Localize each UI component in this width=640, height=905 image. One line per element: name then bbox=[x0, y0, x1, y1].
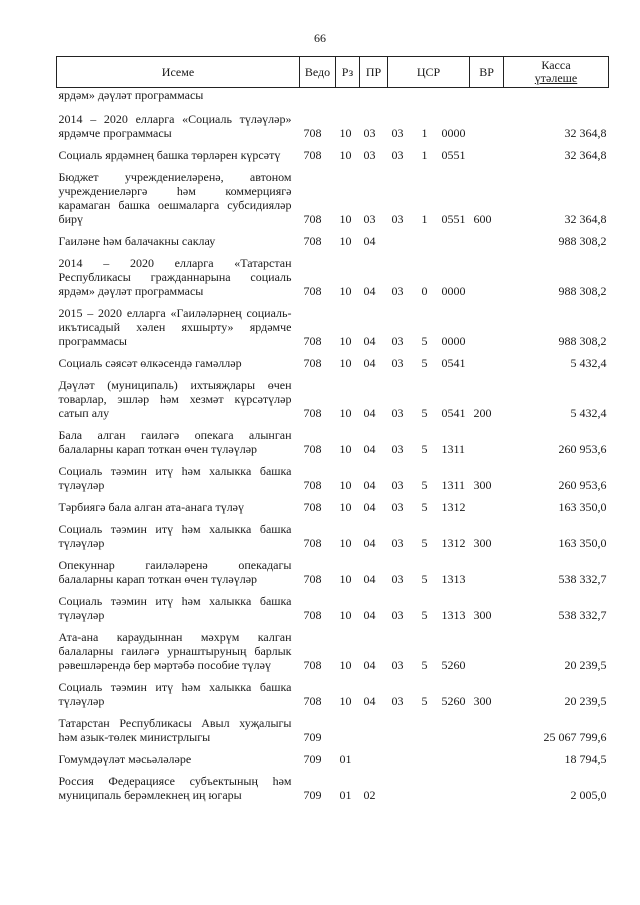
row-vr bbox=[470, 300, 504, 350]
row-csr-3: 1311 bbox=[441, 442, 466, 456]
row-rz: 10 bbox=[339, 334, 352, 348]
row-vr bbox=[470, 250, 504, 300]
row-name: Гомумдәүләт мәсьәләләре bbox=[58, 752, 192, 766]
row-ved: 708 bbox=[303, 406, 322, 420]
row-vr: 300 bbox=[473, 536, 492, 550]
row-rz: 10 bbox=[339, 406, 352, 420]
row-vr bbox=[470, 710, 504, 746]
row-csr-3: 0541 bbox=[441, 406, 466, 420]
row-pr: 02 bbox=[363, 788, 376, 802]
row-pr: 03 bbox=[363, 126, 376, 140]
row-vr bbox=[470, 350, 504, 372]
header-csr: ЦСР bbox=[388, 57, 470, 88]
row-pr: 04 bbox=[363, 694, 376, 708]
header-name: Исеме bbox=[57, 57, 300, 88]
table-row bbox=[57, 106, 609, 142]
header-vr: ВР bbox=[470, 57, 504, 88]
row-csr-2 bbox=[418, 746, 438, 768]
row-csr-3: 1313 bbox=[441, 572, 466, 586]
row-vr bbox=[470, 746, 504, 768]
row-rz: 10 bbox=[339, 148, 352, 162]
row-pr: 04 bbox=[363, 536, 376, 550]
row-rz: 10 bbox=[339, 356, 352, 370]
row-vr bbox=[470, 106, 504, 142]
row-csr-1: 03 bbox=[391, 608, 404, 622]
table-row bbox=[57, 588, 609, 624]
row-amount: 163 350,0 bbox=[558, 536, 607, 550]
row-ved: 708 bbox=[303, 334, 322, 348]
row-csr-1: 03 bbox=[391, 658, 404, 672]
row-amount: 25 067 799,6 bbox=[543, 730, 607, 744]
row-amount: 5 432,4 bbox=[570, 356, 607, 370]
row-ved: 708 bbox=[303, 148, 322, 162]
row-csr-3: 0551 bbox=[441, 212, 466, 226]
table-row bbox=[57, 674, 609, 710]
row-csr-2: 5 bbox=[421, 608, 428, 622]
row-pr: 04 bbox=[363, 284, 376, 298]
row-amount: 988 308,2 bbox=[558, 234, 607, 248]
page-number: 66 bbox=[314, 31, 326, 45]
row-name: Бала алган гаиләгә опекага алынган балаларны карап тоткан өчен түләүләр bbox=[58, 428, 292, 456]
row-amount: 988 308,2 bbox=[558, 284, 607, 298]
row-pr: 04 bbox=[363, 356, 376, 370]
row-amount: 32 364,8 bbox=[564, 212, 607, 226]
row-rz: 10 bbox=[339, 658, 352, 672]
row-csr-3 bbox=[438, 88, 470, 107]
row-rz: 10 bbox=[339, 442, 352, 456]
row-name: ярдәм» дәүләт программасы bbox=[58, 88, 204, 102]
row-amount: 20 239,5 bbox=[564, 694, 607, 708]
row-amount: 32 364,8 bbox=[564, 126, 607, 140]
row-ved: 708 bbox=[303, 356, 322, 370]
row-csr-1: 03 bbox=[391, 212, 404, 226]
row-ved: 708 bbox=[303, 572, 322, 586]
row-vr bbox=[470, 88, 504, 107]
row-pr: 04 bbox=[363, 500, 376, 514]
row-pr: 04 bbox=[363, 234, 376, 248]
row-vr: 600 bbox=[473, 212, 492, 226]
row-amount: 5 432,4 bbox=[570, 406, 607, 420]
row-csr-2: 0 bbox=[421, 284, 428, 298]
row-ved bbox=[300, 88, 336, 107]
row-ved: 708 bbox=[303, 608, 322, 622]
row-csr-2 bbox=[418, 228, 438, 250]
table-row bbox=[57, 768, 609, 804]
row-vr: 300 bbox=[473, 478, 492, 492]
row-rz: 01 bbox=[339, 752, 352, 766]
row-csr-1: 03 bbox=[391, 284, 404, 298]
row-pr: 04 bbox=[363, 658, 376, 672]
row-csr-2: 5 bbox=[421, 334, 428, 348]
row-csr-1 bbox=[388, 710, 418, 746]
table-row bbox=[57, 458, 609, 494]
row-csr-3: 0000 bbox=[441, 284, 466, 298]
row-name: 2014 – 2020 елларга «Татарстан Республикасы гражданнарына социаль ярдәм» дәүләт программасы bbox=[58, 256, 292, 298]
table-body bbox=[57, 88, 609, 805]
row-csr-3: 0000 bbox=[441, 334, 466, 348]
row-csr-2 bbox=[418, 88, 438, 107]
row-rz: 10 bbox=[339, 478, 352, 492]
row-amount: 260 953,6 bbox=[558, 478, 607, 492]
row-amount: 18 794,5 bbox=[564, 752, 607, 766]
row-name: Тәрбиягә бала алган ата-анага түләү bbox=[58, 500, 245, 514]
row-csr-1: 03 bbox=[391, 406, 404, 420]
row-ved: 708 bbox=[303, 234, 322, 248]
table-row bbox=[57, 372, 609, 422]
row-csr-3: 5260 bbox=[441, 694, 466, 708]
table-row bbox=[57, 422, 609, 458]
row-ved: 709 bbox=[303, 752, 322, 766]
table-row bbox=[57, 516, 609, 552]
header-pr: ПР bbox=[360, 57, 388, 88]
row-csr-3 bbox=[438, 710, 470, 746]
row-csr-3 bbox=[438, 746, 470, 768]
row-csr-2: 5 bbox=[421, 442, 428, 456]
row-name: Социаль тәэмин итү һәм халыкка башка түләүләр bbox=[58, 680, 292, 708]
row-pr: 04 bbox=[363, 406, 376, 420]
row-amount bbox=[504, 88, 609, 107]
row-rz: 10 bbox=[339, 212, 352, 226]
row-csr-2: 5 bbox=[421, 356, 428, 370]
row-ved: 708 bbox=[303, 694, 322, 708]
row-vr bbox=[470, 494, 504, 516]
row-csr-1: 03 bbox=[391, 536, 404, 550]
row-rz: 10 bbox=[339, 284, 352, 298]
row-amount: 32 364,8 bbox=[564, 148, 607, 162]
row-name: 2015 – 2020 елларга «Гаиләләрнең социаль-икътисадый хәлен яхшырту» ярдәмче программасы bbox=[58, 306, 292, 348]
row-vr: 300 bbox=[473, 608, 492, 622]
row-csr-1: 03 bbox=[391, 694, 404, 708]
row-ved: 708 bbox=[303, 442, 322, 456]
row-amount: 538 332,7 bbox=[558, 608, 607, 622]
row-csr-2: 5 bbox=[421, 694, 428, 708]
row-csr-3 bbox=[438, 228, 470, 250]
row-name: Социаль сәясәт өлкәсендә гамәлләр bbox=[58, 356, 242, 370]
table-row bbox=[57, 710, 609, 746]
table-header bbox=[57, 57, 609, 88]
row-amount: 260 953,6 bbox=[558, 442, 607, 456]
table-row bbox=[57, 494, 609, 516]
row-csr-1: 03 bbox=[391, 148, 404, 162]
row-csr-2: 5 bbox=[421, 406, 428, 420]
row-vr: 300 bbox=[473, 694, 492, 708]
row-ved: 709 bbox=[303, 788, 322, 802]
row-ved: 708 bbox=[303, 212, 322, 226]
row-name: Опекуннар гаиләләренә опекадагы балаларны карап тоткан өчен түләүләр bbox=[58, 558, 292, 586]
table-row bbox=[57, 142, 609, 164]
row-rz: 10 bbox=[339, 608, 352, 622]
row-pr bbox=[360, 746, 388, 768]
row-amount: 988 308,2 bbox=[558, 334, 607, 348]
row-csr-2: 5 bbox=[421, 500, 428, 514]
row-amount: 538 332,7 bbox=[558, 572, 607, 586]
row-csr-1: 03 bbox=[391, 478, 404, 492]
row-csr-3: 0541 bbox=[441, 356, 466, 370]
row-ved: 708 bbox=[303, 478, 322, 492]
row-ved: 709 bbox=[303, 730, 322, 744]
row-csr-1 bbox=[388, 88, 418, 107]
row-amount: 163 350,0 bbox=[558, 500, 607, 514]
table-row bbox=[57, 350, 609, 372]
row-pr: 04 bbox=[363, 608, 376, 622]
row-pr bbox=[360, 710, 388, 746]
row-ved: 708 bbox=[303, 536, 322, 550]
row-vr bbox=[470, 552, 504, 588]
row-csr-1 bbox=[388, 768, 418, 804]
row-name: Социаль тәэмин итү һәм халыкка башка түләүләр bbox=[58, 464, 292, 492]
row-vr bbox=[470, 624, 504, 674]
row-rz: 10 bbox=[339, 234, 352, 248]
row-vr bbox=[470, 768, 504, 804]
header-ved: Ведо bbox=[300, 57, 336, 88]
row-csr-1 bbox=[388, 228, 418, 250]
row-pr: 04 bbox=[363, 478, 376, 492]
table-row bbox=[57, 228, 609, 250]
row-name: Ата-ана караудыннан мәхрүм калган балаларны гаиләгә урнаштыруның барлык рәвешләрендә бер мәртәбә пособие түләү bbox=[58, 630, 292, 672]
row-csr-1: 03 bbox=[391, 126, 404, 140]
row-pr: 03 bbox=[363, 212, 376, 226]
row-csr-3: 5260 bbox=[441, 658, 466, 672]
row-csr-2: 5 bbox=[421, 572, 428, 586]
row-vr bbox=[470, 422, 504, 458]
header-rz: Рз bbox=[336, 57, 360, 88]
row-csr-2 bbox=[418, 710, 438, 746]
row-name: Социаль ярдәмнең башка төрләрен күрсәтү bbox=[58, 148, 281, 162]
row-name: Социаль тәэмин итү һәм халыкка башка түләүләр bbox=[58, 522, 292, 550]
row-csr-1 bbox=[388, 746, 418, 768]
row-ved: 708 bbox=[303, 284, 322, 298]
row-amount: 20 239,5 bbox=[564, 658, 607, 672]
table-row bbox=[57, 88, 609, 107]
row-csr-1: 03 bbox=[391, 500, 404, 514]
row-ved: 708 bbox=[303, 500, 322, 514]
row-csr-2: 5 bbox=[421, 478, 428, 492]
row-csr-1: 03 bbox=[391, 334, 404, 348]
row-name: Россия Федерациясе субъектының һәм муниципаль берәмлекнең иң югары bbox=[58, 774, 292, 802]
row-csr-2 bbox=[418, 768, 438, 804]
table-row bbox=[57, 300, 609, 350]
table-row bbox=[57, 250, 609, 300]
row-csr-3 bbox=[438, 768, 470, 804]
row-csr-2: 5 bbox=[421, 658, 428, 672]
row-rz: 01 bbox=[339, 788, 352, 802]
header-kassa bbox=[504, 57, 609, 88]
row-rz: 10 bbox=[339, 126, 352, 140]
table-row bbox=[57, 164, 609, 228]
row-csr-3: 0551 bbox=[441, 148, 466, 162]
row-csr-1: 03 bbox=[391, 442, 404, 456]
row-pr bbox=[360, 88, 388, 107]
row-csr-1: 03 bbox=[391, 356, 404, 370]
row-csr-1: 03 bbox=[391, 572, 404, 586]
row-csr-3: 1311 bbox=[441, 478, 466, 492]
row-rz bbox=[336, 710, 360, 746]
row-name: Гаиләне һәм балачакны саклау bbox=[58, 234, 216, 248]
row-rz bbox=[336, 88, 360, 107]
row-rz: 10 bbox=[339, 572, 352, 586]
table-row bbox=[57, 552, 609, 588]
row-csr-3: 1313 bbox=[441, 608, 466, 622]
row-name: Дәүләт (муниципаль) ихтыяҗлары өчен товарлар, эшләр һәм хезмәт күрсәтүләр сатып алу bbox=[58, 378, 292, 420]
row-vr bbox=[470, 228, 504, 250]
row-csr-2: 5 bbox=[421, 536, 428, 550]
row-vr: 200 bbox=[473, 406, 492, 420]
row-rz: 10 bbox=[339, 694, 352, 708]
row-csr-2: 1 bbox=[421, 126, 428, 140]
row-amount: 2 005,0 bbox=[570, 788, 607, 802]
row-rz: 10 bbox=[339, 500, 352, 514]
row-csr-3: 0000 bbox=[441, 126, 466, 140]
row-pr: 04 bbox=[363, 572, 376, 586]
row-name: Татарстан Республикасы Авыл хуҗалыгы һәм азык-төлек министрлыгы bbox=[58, 716, 292, 744]
row-ved: 708 bbox=[303, 126, 322, 140]
budget-table bbox=[56, 56, 609, 804]
header-kassa-sub: үтәлеше bbox=[534, 71, 578, 85]
row-csr-2: 1 bbox=[421, 148, 428, 162]
table-row bbox=[57, 746, 609, 768]
row-ved: 708 bbox=[303, 658, 322, 672]
row-pr: 04 bbox=[363, 334, 376, 348]
row-name: Социаль тәэмин итү һәм халыкка башка түләүләр bbox=[58, 594, 292, 622]
row-csr-3: 1312 bbox=[441, 500, 466, 514]
row-rz: 10 bbox=[339, 536, 352, 550]
row-pr: 03 bbox=[363, 148, 376, 162]
row-name: Бюджет учреждениеләренә, автоном учреждениеләргә һәм коммерциягә карамаган башка оешмаларга субсидияләр бирү bbox=[58, 170, 292, 226]
header-kassa-label: Касса bbox=[541, 58, 571, 72]
table-row bbox=[57, 624, 609, 674]
row-vr bbox=[470, 142, 504, 164]
row-csr-3: 1312 bbox=[441, 536, 466, 550]
row-csr-2: 1 bbox=[421, 212, 428, 226]
row-name: 2014 – 2020 елларга «Социаль түләүләр» ярдәмче программасы bbox=[58, 112, 292, 140]
row-pr: 04 bbox=[363, 442, 376, 456]
